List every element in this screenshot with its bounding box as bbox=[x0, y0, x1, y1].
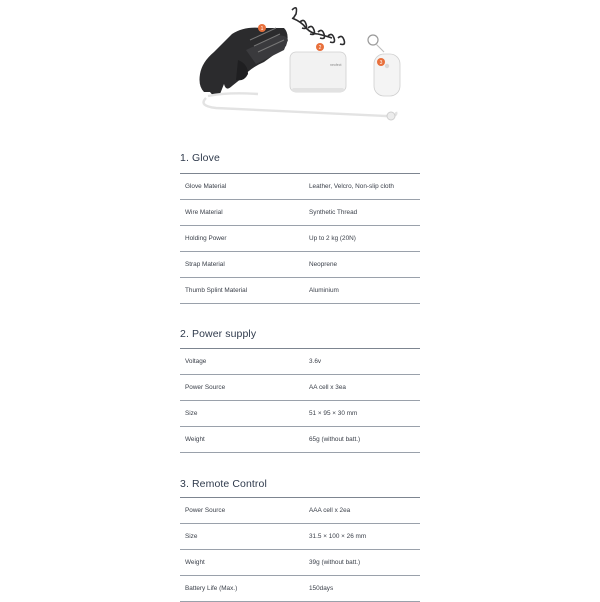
spec-label: Battery Life (Max.) bbox=[185, 585, 238, 592]
device-brand-text: neofect bbox=[330, 63, 342, 67]
marker-3-label: 3 bbox=[379, 60, 383, 66]
spec-label: Size bbox=[185, 410, 198, 417]
spec-value: Neoprene bbox=[309, 261, 338, 268]
remote-control-section bbox=[180, 476, 420, 592]
table-row bbox=[180, 524, 420, 550]
table-row bbox=[180, 401, 420, 427]
coiled-cable bbox=[292, 8, 345, 45]
glove-section bbox=[180, 150, 420, 294]
remote-control-photo bbox=[368, 35, 400, 96]
table-row bbox=[180, 576, 420, 602]
spec-table bbox=[180, 348, 420, 453]
table-row bbox=[180, 550, 420, 576]
spec-label: Strap Material bbox=[185, 261, 225, 268]
power-supply-photo bbox=[290, 52, 346, 92]
marker-1-label: 1 bbox=[260, 26, 264, 32]
spec-value: Leather, Velcro, Non-slip cloth bbox=[309, 183, 394, 190]
table-row bbox=[180, 375, 420, 401]
table-row bbox=[180, 349, 420, 375]
spec-label: Power Source bbox=[185, 384, 226, 391]
spec-value: 3.6v bbox=[309, 358, 322, 365]
product-image bbox=[0, 0, 600, 135]
spec-table bbox=[180, 497, 420, 602]
spec-label: Size bbox=[185, 533, 198, 540]
spec-value: 31.5 × 100 × 26 mm bbox=[309, 533, 367, 540]
spec-value: Up to 2 kg (20N) bbox=[309, 235, 356, 242]
spec-value: AAA cell x 2ea bbox=[309, 507, 351, 514]
spec-label: Holding Power bbox=[185, 235, 227, 242]
section-title: 3. Remote Control bbox=[180, 478, 267, 490]
table-row bbox=[180, 498, 420, 524]
glove-photo bbox=[200, 28, 289, 96]
spec-label: Voltage bbox=[185, 358, 207, 365]
spec-value: 39g (without batt.) bbox=[309, 559, 361, 566]
spec-value: Synthetic Thread bbox=[309, 209, 358, 216]
spec-table bbox=[180, 173, 420, 304]
power-supply-section bbox=[180, 326, 420, 443]
spec-value: 51 × 95 × 30 mm bbox=[309, 410, 358, 417]
wrist-strap-photo bbox=[204, 93, 397, 120]
spec-label: Wire Material bbox=[185, 209, 223, 216]
section-title: 2. Power supply bbox=[180, 328, 257, 340]
table-row bbox=[180, 200, 420, 226]
section-title: 1. Glove bbox=[180, 152, 220, 164]
spec-label: Glove Material bbox=[185, 183, 227, 190]
spec-label: Weight bbox=[185, 436, 205, 443]
spec-label: Weight bbox=[185, 559, 205, 566]
table-row bbox=[180, 427, 420, 453]
table-row bbox=[180, 174, 420, 200]
table-row bbox=[180, 226, 420, 252]
spec-value: 65g (without batt.) bbox=[309, 436, 361, 443]
marker-2-label: 2 bbox=[318, 45, 322, 51]
spec-label: Thumb Splint Material bbox=[185, 287, 248, 294]
spec-label: Power Source bbox=[185, 507, 226, 514]
spec-value: Aluminium bbox=[309, 287, 339, 294]
spec-value: 150days bbox=[309, 585, 334, 592]
table-row bbox=[180, 252, 420, 278]
table-row bbox=[180, 278, 420, 304]
spec-value: AA cell x 3ea bbox=[309, 384, 346, 391]
